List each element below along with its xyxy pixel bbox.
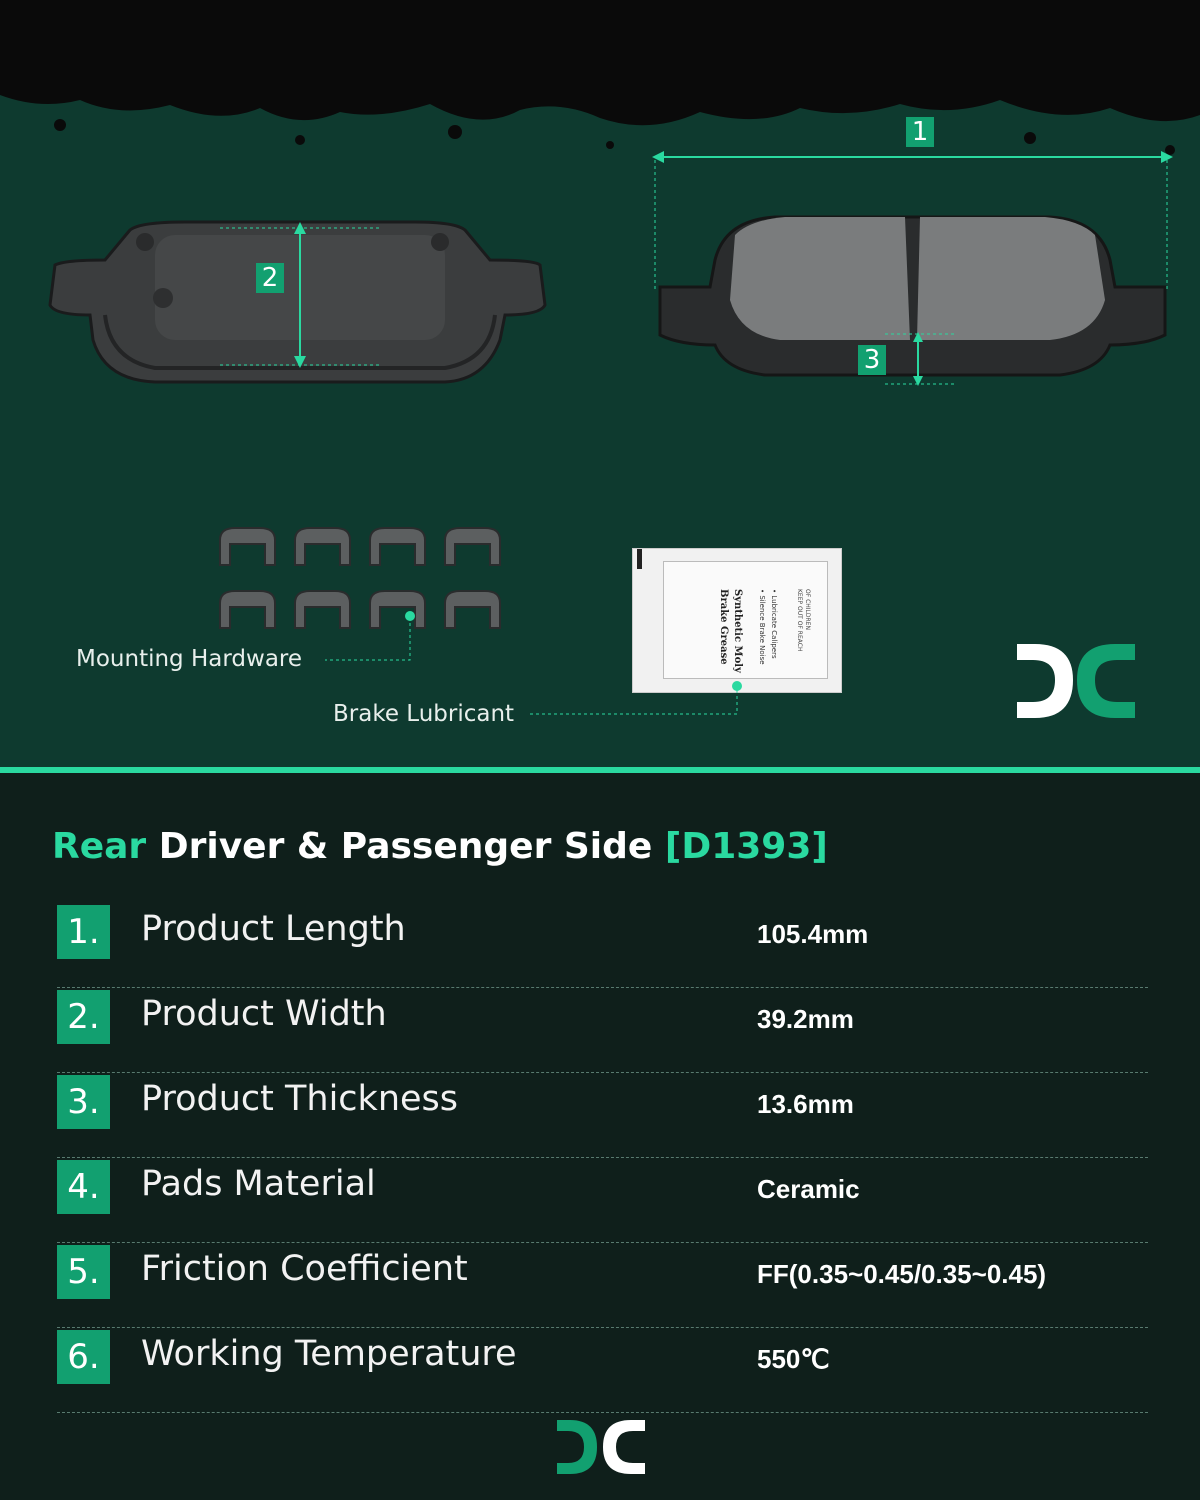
spec-number: 1.	[57, 905, 110, 959]
spec-row	[57, 1243, 1148, 1328]
spec-name: Product Thickness	[141, 1079, 458, 1119]
spec-row	[57, 988, 1148, 1073]
spec-name: Pads Material	[141, 1164, 376, 1204]
brand-logo-small	[555, 1418, 647, 1476]
packet-notch	[637, 549, 642, 569]
brand-logo	[1015, 642, 1140, 720]
mounting-hardware-leader-line	[320, 612, 420, 667]
title-accent-word: Rear	[52, 826, 147, 867]
spec-value: Ceramic	[757, 1174, 860, 1204]
spec-number: 5.	[57, 1245, 110, 1299]
mounting-hardware-label: Mounting Hardware	[76, 646, 303, 672]
marker-1-badge: 1	[906, 117, 934, 147]
title-main-text: Driver & Passenger Side	[146, 826, 665, 867]
spec-row	[57, 1158, 1148, 1243]
packet-text-1: Synthetic Moly	[732, 589, 743, 673]
spec-row	[57, 1073, 1148, 1158]
spec-value: 13.6mm	[757, 1089, 854, 1119]
spec-value: 550℃	[757, 1344, 830, 1374]
packet-text-6: OF CHILDREN	[804, 589, 811, 630]
marker-3-badge: 3	[858, 345, 886, 375]
spec-value: 105.4mm	[757, 919, 869, 949]
packet-text-2: Brake Grease	[718, 589, 729, 665]
spec-number: 6.	[57, 1330, 110, 1384]
packet-text-5: KEEP OUT OF REACH	[796, 589, 803, 652]
thickness-dimension-arrow	[880, 330, 960, 388]
packet-text-3: • Silence Brake Noise	[758, 589, 766, 665]
spec-name: Product Width	[141, 994, 387, 1034]
spec-number: 3.	[57, 1075, 110, 1129]
spec-row	[57, 903, 1148, 988]
spec-value: 39.2mm	[757, 1004, 854, 1034]
spec-number: 4.	[57, 1160, 110, 1214]
spec-name: Working Temperature	[141, 1334, 517, 1374]
marker-2-badge: 2	[256, 263, 284, 293]
spec-title	[52, 826, 828, 867]
title-part-code: [D1393]	[664, 826, 828, 867]
brake-lubricant-packet	[632, 548, 842, 693]
brake-lubricant-label: Brake Lubricant	[333, 701, 515, 727]
spec-name: Friction Coefficient	[141, 1249, 468, 1289]
brake-lubricant-leader-line	[525, 678, 745, 720]
spec-number: 2.	[57, 990, 110, 1044]
packet-text-4: • Lubricate Calipers	[770, 589, 778, 659]
spec-value: FF(0.35~0.45/0.35~0.45)	[757, 1259, 1047, 1289]
width-dimension-arrow	[200, 220, 400, 370]
spec-name: Product Length	[141, 909, 406, 949]
spec-row	[57, 1328, 1148, 1413]
